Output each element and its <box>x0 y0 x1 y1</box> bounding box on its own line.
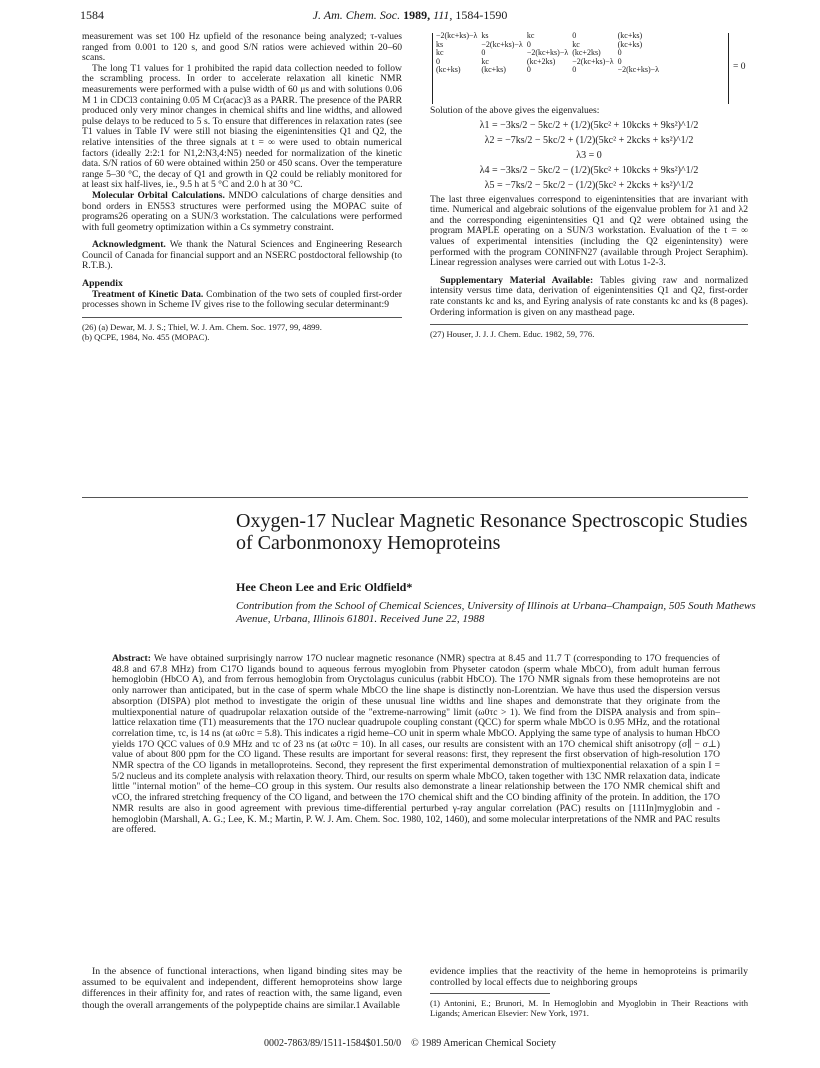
paragraph-acknowledgment <box>82 240 402 272</box>
eigenvalue-2: λ2 = −7ks/2 − 5kc/2 + (1/2)(5kc² + 2kcks + ks²)^1/2 <box>484 134 694 146</box>
footnote-rule-right <box>430 324 748 325</box>
paragraph-mo <box>82 191 402 233</box>
determinant-cell: kc <box>481 56 489 66</box>
paragraph-measurement: measurement was set 100 Hz upfield of the resonance being analyzed; τ-values ranged from 0.001 to 120 s, and good S/N ratios were achieved within 20–60 scans. <box>82 31 402 64</box>
determinant-cell: −2(kc+ks)−λ <box>617 65 660 75</box>
determinant-equals: = 0 <box>733 62 746 72</box>
appendix-heading: Appendix <box>82 278 123 290</box>
eigenvalue-1: λ1 = −3ks/2 − 5kc/2 + (1/2)(5kc² + 10kcks + 9ks²)^1/2 <box>479 119 699 131</box>
determinant-cell: kc <box>572 39 580 49</box>
paragraph-supplementary <box>430 276 748 318</box>
journal-year: 1989, <box>403 8 431 22</box>
footnote-rule-intro <box>430 993 550 994</box>
paragraph-relaxation: The long T1 values for 1 prohibited the rapid data collection needed to follow the scrambling process. In order to accelerate relaxation all kinetic NMR measurements were performed with a pulse width of 60 μs and with solutions 0.06 M 1 in CDCl3 containing 0.05 M Cr(acac)3 as a PARR. The presence of the PARR produced only very minor changes in chemical shifts and line widths, and allowed pulse delays to be reduced to 5 s. To ensure that differences in relaxation rates (see T1 values in Table IV were still not biasing the eigenintensities Q1 and Q2, the relative intensities of the three signals at t = ∞ were used to obtain numerical factors (ideally 2:2:1 for N1,2:N3,4:N5) needed for normalization of the kinetic data. S/N ratios of 60 were obtained within 250 or 450 scans. Over the temperature range 5–30 °C, the decay of Q1 and growth in Q2 could be reliably monitored for at least six half-lives, ie., 9.5 h at 5 °C and 2.0 h at 30 °C. <box>82 62 402 191</box>
running-head <box>80 8 740 24</box>
left-column <box>82 32 402 342</box>
eigenvalue-4: λ4 = −3ks/2 − 5kc/2 − (1/2)(5kc² + 10kcks + 9ks²)^1/2 <box>479 164 699 176</box>
right-column <box>430 32 748 339</box>
determinant-bar-left <box>432 33 433 104</box>
determinant-cell: (kc+ks) <box>617 31 643 40</box>
determinant-matrix <box>435 32 662 75</box>
determinant-cell: 0 <box>572 65 577 75</box>
footnote-26 <box>82 322 402 342</box>
determinant-cell: −2(kc+ks)−λ <box>436 31 478 40</box>
eigenvalue-5: λ5 = −7ks/2 − 5kc/2 − (1/2)(5kc² + 2kcks + ks²)^1/2 <box>484 179 694 191</box>
page-footer <box>0 1038 820 1049</box>
journal-citation <box>80 8 740 23</box>
intro-left-text: In the absence of functional interactions, when ligand binding sites may be assumed to be equivalent and independent, different hemoproteins show large differences in their affinity for, and rates of reaction with, the same ligand, even though the overall arrangements of the polypeptide chains are similar.1 Available <box>82 966 402 1011</box>
journal-volume: 111, <box>433 8 453 22</box>
footer-copyright: © 1989 American Chemical Society <box>411 1038 556 1049</box>
determinant-cell: ks <box>436 39 444 49</box>
footnote-1: (1) Antonini, E.; Brunori, M. In Hemoglobin and Myoglobin in Their Reactions with Ligands; American Elsevier: New York, 1971. <box>430 998 748 1019</box>
article-separator <box>82 497 748 498</box>
paragraph-kinetic <box>82 290 402 311</box>
supp-heading: Supplementary Material Available: <box>440 274 594 286</box>
determinant-cell: (kc+2ks) <box>526 56 556 66</box>
determinant-cell: −2(kc+ks)−λ <box>526 48 569 58</box>
footnote-27: (27) Houser, J. J. J. Chem. Educ. 1982, 59, 776. <box>430 329 595 340</box>
determinant-cell: kc <box>436 48 444 58</box>
secular-determinant <box>432 32 748 106</box>
determinant-cell: 0 <box>526 39 531 49</box>
intro-right-column <box>430 966 748 1018</box>
determinant-cell: 0 <box>481 48 486 58</box>
footnote-26a: (26) (a) Dewar, M. J. S.; Thiel, W. J. Am. Chem. Soc. 1977, 99, 4899. <box>82 321 322 332</box>
determinant-cell: ks <box>481 31 489 40</box>
article-affiliation: Contribution from the School of Chemical Sciences, University of Illinois at Urbana–Champaign, 505 South Mathews Avenue, Urbana, Illinois 61801. Received June 22, 1988 <box>236 600 756 625</box>
determinant-cell: −2(kc+ks)−λ <box>572 56 614 66</box>
abstract-text: We have obtained surprisingly narrow 17O nuclear magnetic resonance (NMR) spectra at 8.45 and 11.7 T (corresponding to 17O frequencies of 48.8 and 67.8 MHz) from C17O ligands bound to aqueous ferrous myoglobin from Physeter catodon (sperm whale MbCO), from adult human ferrous hemoglobin (HbCO A), and from ferrous hemoglobin from Oryctolagus cuniculus (rabbit HbCO). The 17O NMR signals from these hemoproteins are not only narrower than anticipated, but in the case of sperm whale MbCO the line shape is distinctly non-Lorentzian. We have thus used the dispersion versus absorption (DISPA) plot method to investigate the origin of these unusual line widths and line shapes and demonstrate that they originate from the multiexponential nature of quadrupolar relaxation outside of the "extreme-narrowing" limit (ω0τc > 1). We find from the DISPA analysis and from spin–lattice relaxation time (T1) measurements that the 17O nuclear quadrupole coupling constant (QCC) for sperm whale MbCO is 0.95 MHz, and the rotational correlation time, τc, is 14 ns (at ω0τc = 5.8). This indicates a rigid heme–CO unit in sperm whale MbCO. Applying the same type of analysis to human HbCO yields 17O QCC values of 0.9 MHz and τc of 23 ns (at ω0τc = 10). In all cases, our results are consistent with an 17O chemical shift anisotropy (σ∥ − σ⊥) value of about 800 ppm for the CO ligand. These results are important for several reasons: first, they represent the first observation of high-resolution 17O NMR spectra of the CO ligands in metalloproteins. Second, they represent the first experimental demonstration of multiexponential relaxation of a spin I = 5/2 nucleus and its complete analysis with relaxation theory. Third, our results on sperm whale MbCO, taken together with 13C NMR relaxation data, indicate little "internal motion" of the heme–CO group in this system. Our results also demonstrate a linear relationship between the 17O NMR chemical shift and νCO, the infrared stretching frequency of the CO ligand, and between the 17O chemical shift and the CO binding affinity of the protein. In addition, the 17O NMR results are also in good agreement with previous time-differential perturbed γ-ray angular correlation (PAC) results on [111In]myglobin and -hemoglobin (Marshall, A. G.; Lee, K. M.; Martin, P. W. J. Am. Chem. Soc. 1980, 102, 1460), and some molecular interpretations of the NMR and PAC results are offered. <box>112 653 720 836</box>
paragraph-eigenintensities: The last three eigenvalues correspond to eigenintensities that are invariant with time. Numerical and algebraic solutions of the eigenvalue problem for λ1 and λ2 and the corresponding eigenintensities Q1 and Q2 were obtained using the program MAPLE operating on a SUN/3 workstation. Evaluation of the t = ∞ values of experimental intensities (including the Q2 eigenintensity) were performed with the program CONINFN27 (available through Project Seraphim). Linear regression analyses were carried out with Lotus 1-2-3. <box>430 193 748 269</box>
determinant-cell: −2(kc+ks)−λ <box>481 39 523 49</box>
intro-left-column <box>82 966 402 1011</box>
determinant-bar-right <box>728 33 729 104</box>
journal-name: J. Am. Chem. Soc. <box>312 8 401 22</box>
footer-code: 0002-7863/89/1511-1584$01.50/0 <box>264 1038 402 1049</box>
mo-text: MNDO calculations of charge densities and bond orders in EN5S3 structures were performed using the MOPAC suite of programs26 operating on a SUN/3 workstation. The calculations were performed with full geometry optimization within a Cs symmetry constraint. <box>82 189 403 233</box>
determinant-row <box>435 66 662 75</box>
intro-right-text: evidence implies that the reactivity of the heme in hemoproteins is primarily controlled by local effects due to neighboring groups <box>430 966 748 989</box>
determinant-cell: (kc+ks) <box>481 65 506 75</box>
journal-pages: 1584-1590 <box>455 8 508 22</box>
ack-heading: Acknowledgment. <box>92 239 166 251</box>
determinant-cell: kc <box>526 31 535 40</box>
kinetic-text: Combination of the two sets of coupled first-order processes shown in Scheme IV gives rise to the following secular determinant:9 <box>82 288 402 311</box>
article-title: Oxygen-17 Nuclear Magnetic Resonance Spectroscopic Studies of Carbonmonoxy Hemoproteins <box>236 510 748 554</box>
determinant-cell: (kc+ks) <box>617 39 643 49</box>
determinant-cell: 0 <box>436 56 440 66</box>
ack-text: We thank the Natural Sciences and Engineering Research Council of Canada for financial support and an NSERC postdoctoral fellowship (to R.T.B.). <box>82 239 402 272</box>
footnote-rule <box>82 317 402 318</box>
determinant-cell: 0 <box>526 65 531 75</box>
kinetic-heading: Treatment of Kinetic Data. <box>92 288 204 300</box>
determinant-cell: 0 <box>572 31 577 40</box>
supp-text: Tables giving raw and normalized intensity versus time data, derivation of eigenintensities Q1 and Q2, first-order rate constants kc and ks, and Eyring analysis of rate constants kc and ks (8 pages). Ordering information is given on any masthead page. <box>430 274 748 318</box>
abstract-label: Abstract: <box>112 653 151 664</box>
eigenvalue-3: λ3 = 0 <box>576 149 602 161</box>
article-authors: Hee Cheon Lee and Eric Oldfield* <box>236 580 413 594</box>
determinant-cell: (kc+ks) <box>436 65 461 75</box>
mo-heading: Molecular Orbital Calculations. <box>92 189 225 201</box>
abstract <box>112 654 720 836</box>
footnote-26b: (b) QCPE, 1984, No. 455 (MOPAC). <box>82 331 210 342</box>
solution-intro: Solution of the above gives the eigenvalues: <box>430 105 600 116</box>
page-number: 1584 <box>80 8 104 22</box>
determinant-cell: 0 <box>617 56 622 66</box>
determinant-cell: (kc+2ks) <box>572 48 601 58</box>
determinant-cell: 0 <box>617 48 622 58</box>
